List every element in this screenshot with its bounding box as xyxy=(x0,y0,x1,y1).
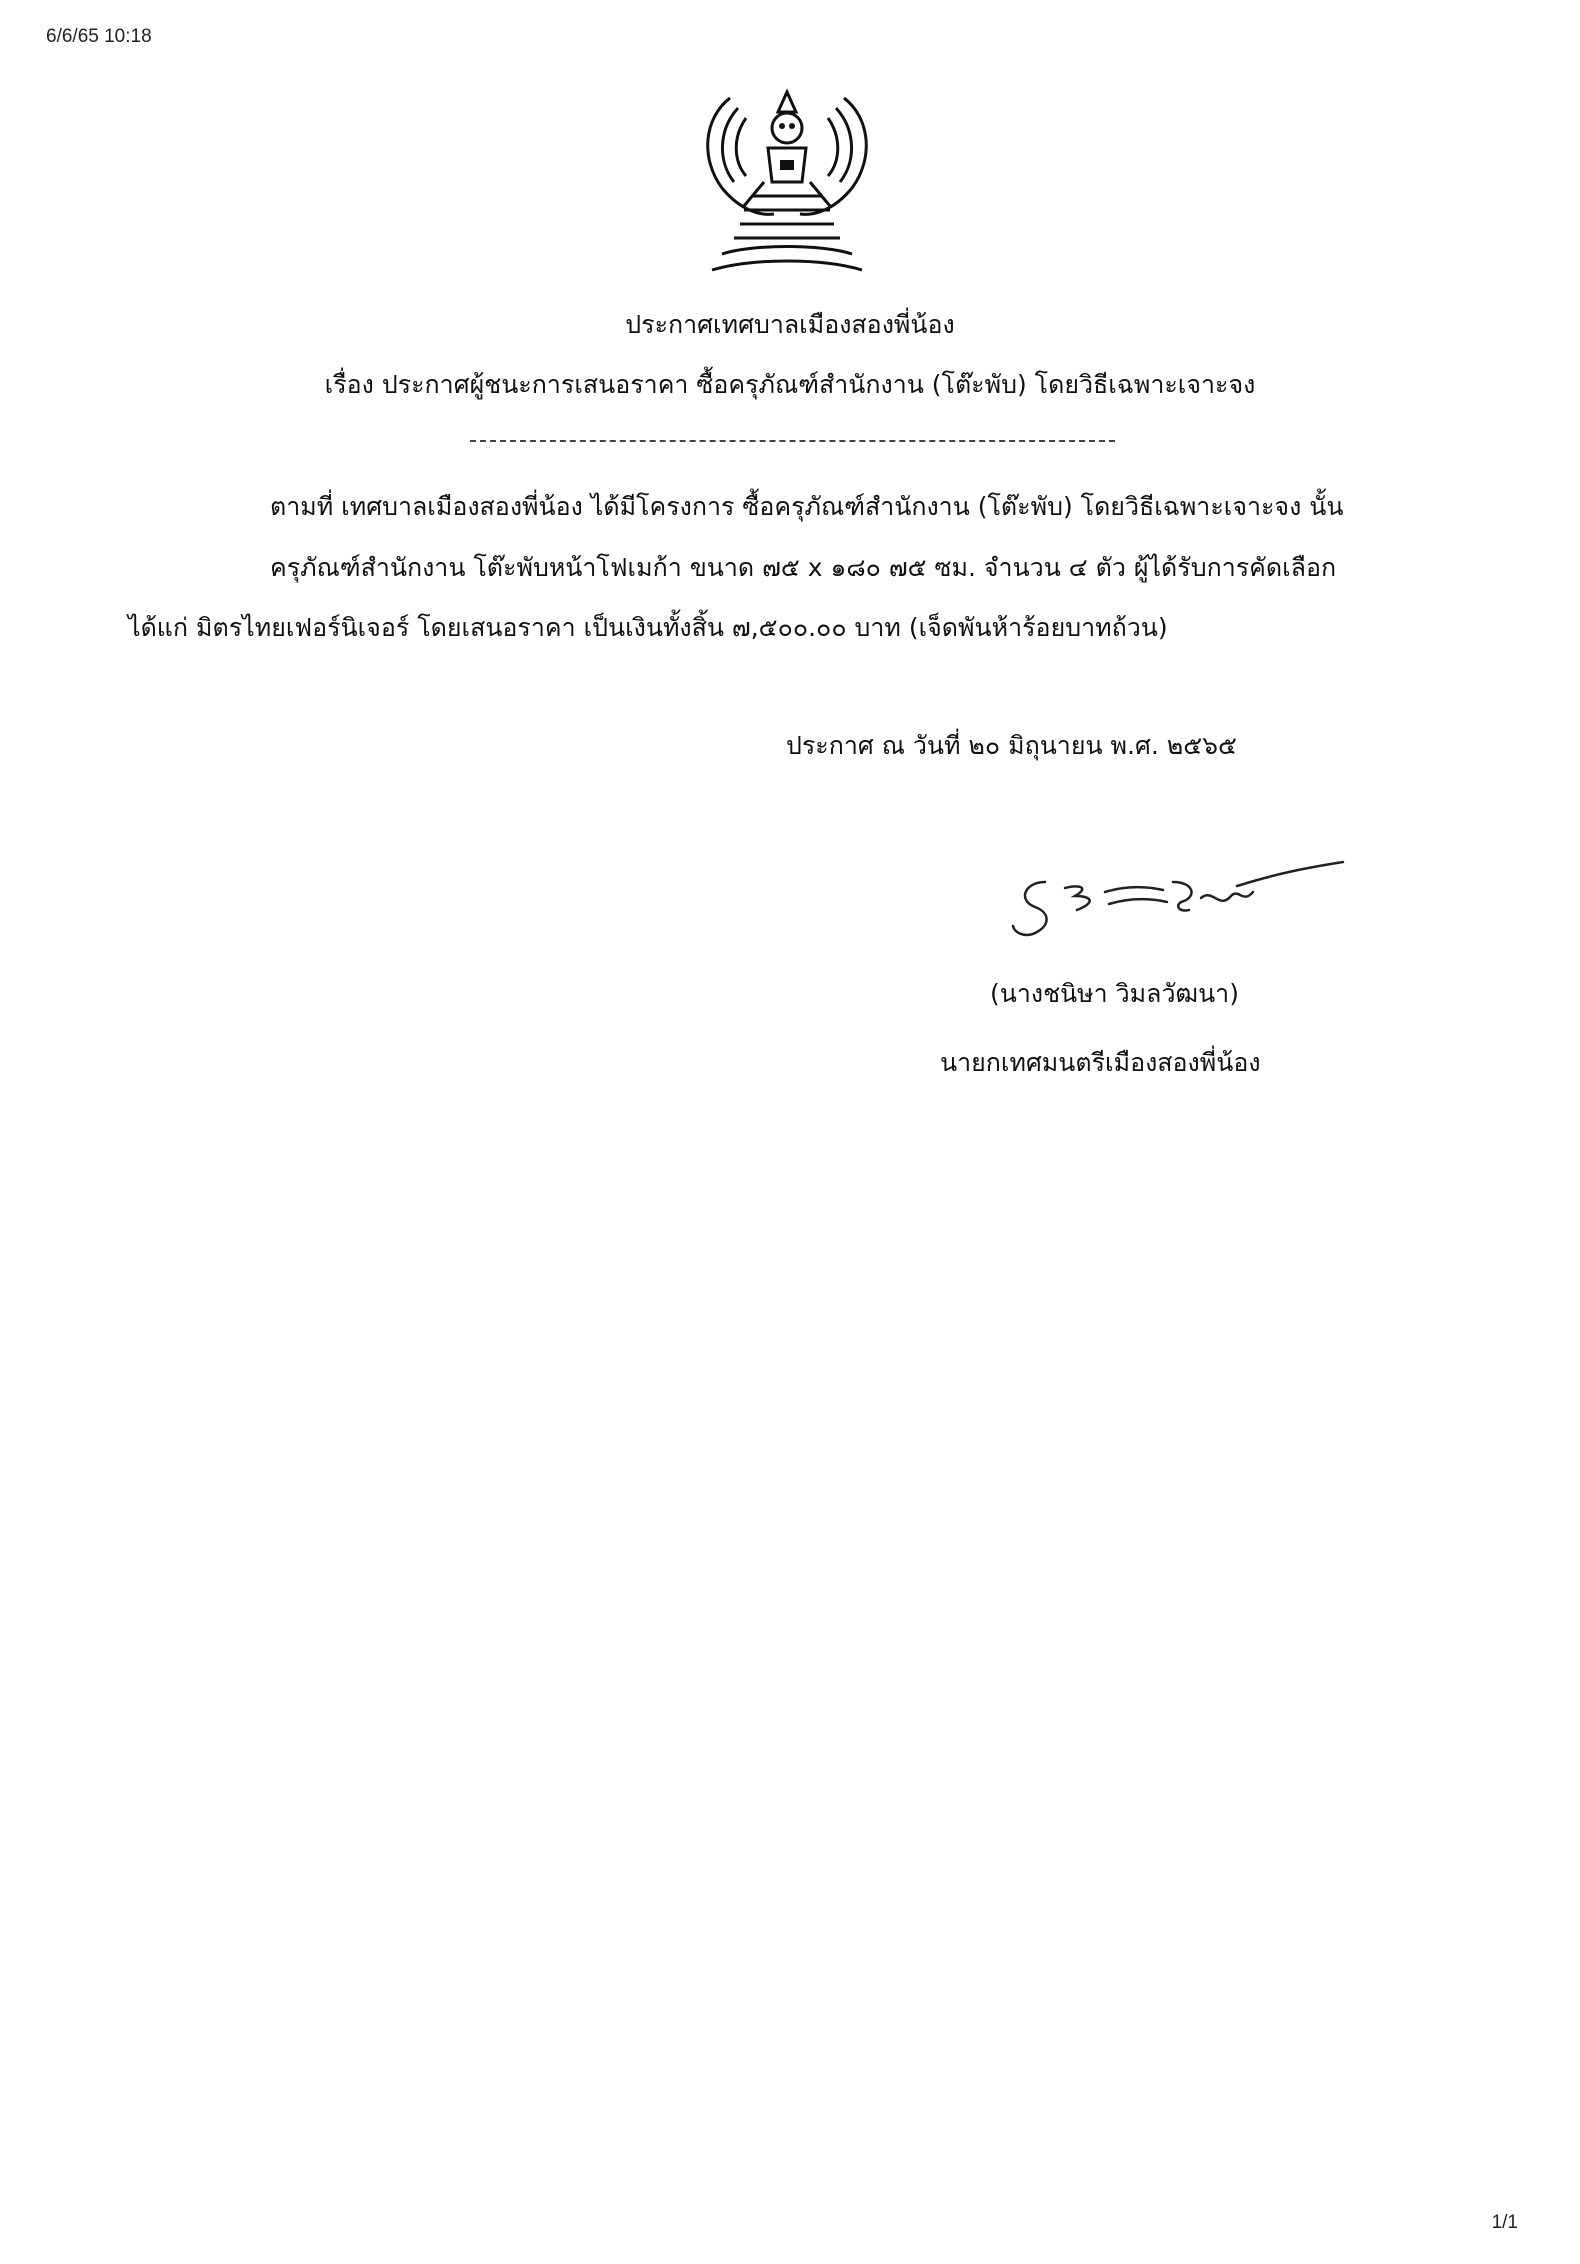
divider xyxy=(470,440,1115,442)
announcement-subject: เรื่อง ประกาศผู้ชนะการเสนอราคา ซื้อครุภัณฑ์สำนักงาน (โต๊ะพับ) โดยวิธีเฉพาะเจาะจง xyxy=(324,370,1256,399)
body-line: ได้แก่ มิตรไทยเฟอร์นิเจอร์ โดยเสนอราคา เป็นเงินทั้งสิ้น ๗,๕๐๐.๐๐ บาท (เจ็ดพันห้าร้อยบาทถ้วน) xyxy=(128,613,1168,642)
announcement-date: ประกาศ ณ วันที่ ๒๐ มิถุนายน พ.ศ. ๒๕๖๕ xyxy=(786,731,1237,760)
handwritten-signature xyxy=(1005,852,1350,942)
page-number: 1/1 xyxy=(1491,2212,1518,2233)
garuda-emblem-icon xyxy=(682,78,892,288)
signatory-name: (นางชนิษา วิมลวัฒนา) xyxy=(990,979,1239,1008)
body-line: ตามที่ เทศบาลเมืองสองพี่น้อง ได้มีโครงการ ซื้อครุภัณฑ์สำนักงาน (โต๊ะพับ) โดยวิธีเฉพาะเจาะจง นั้น xyxy=(270,492,1344,521)
announcement-title: ประกาศเทศบาลเมืองสองพี่น้อง xyxy=(625,310,955,339)
body-line: ครุภัณฑ์สำนักงาน โต๊ะพับหน้าโฟเมก้า ขนาด ๗๕ x ๑๘๐ ๗๕ ซม. จำนวน ๔ ตัว ผู้ได้รับการคัดเลือก xyxy=(270,553,1337,582)
print-datetime: 6/6/65 10:18 xyxy=(46,26,152,47)
signatory-position: นายกเทศมนตรีเมืองสองพี่น้อง xyxy=(940,1048,1261,1077)
